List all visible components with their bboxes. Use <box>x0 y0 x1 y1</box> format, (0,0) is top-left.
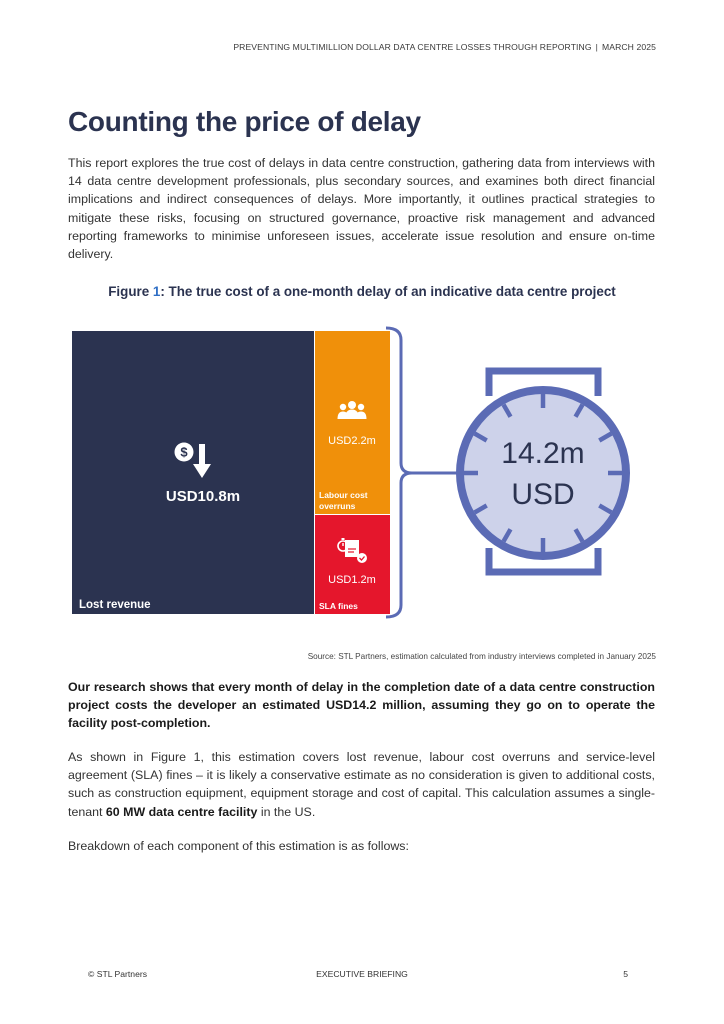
lost-revenue-value: USD10.8m <box>165 488 241 505</box>
detail-text-before: As shown in Figure 1, this estimation covers lost revenue, labour cost overruns and service-level agreement (SLA) fines – it is likely a conservative estimate as no consideration is given to additional costs, such as construction equipment, equipment storage and cost of capital. This calculation assumes a single-tenant <box>68 750 655 819</box>
detail-text-after: in the US. <box>257 804 316 819</box>
section-title: Counting the price of delay <box>68 106 421 137</box>
figure-source: Source: STL Partners, estimation calculated from industry interviews completed in January 2025 <box>307 652 656 661</box>
lost-revenue-label: Lost revenue <box>79 599 151 611</box>
page-number: 5 <box>623 969 628 979</box>
labour-cost-block <box>315 331 390 514</box>
figure-caption: : The true cost of a one-month delay of an indicative data centre project <box>160 284 616 299</box>
running-header <box>233 42 656 52</box>
lost-revenue-block <box>72 331 314 614</box>
detail-bold-facility: 60 MW data centre facility <box>105 804 258 819</box>
sla-fines-value: USD1.2m <box>328 574 376 586</box>
figure-title <box>0 284 724 299</box>
total-amount: 14.2m <box>501 437 585 470</box>
total-currency: USD <box>511 478 575 511</box>
header-date: MARCH 2025 <box>601 42 656 52</box>
figure-label: Figure <box>108 284 150 299</box>
footer-briefing: EXECUTIVE BRIEFING <box>316 969 408 979</box>
labour-cost-label-line1: Labour cost <box>319 490 368 500</box>
figure-number: 1 <box>152 284 161 299</box>
sla-fines-block <box>315 515 390 614</box>
header-separator: | <box>595 42 598 52</box>
svg-text:$: $ <box>180 444 188 460</box>
header-title: PREVENTING MULTIMILLION DOLLAR DATA CENTRE LOSSES THROUGH REPORTING <box>233 42 592 52</box>
stopwatch-total-icon <box>460 371 626 572</box>
sla-fines-label: SLA fines <box>319 601 358 611</box>
labour-cost-label-line2: overruns <box>319 501 356 511</box>
breakdown-intro: Breakdown of each component of this estimation is as follows: <box>68 839 409 853</box>
footer-copyright: © STL Partners <box>88 969 148 979</box>
detail-paragraph <box>68 748 655 821</box>
labour-cost-value: USD2.2m <box>328 435 376 447</box>
cost-breakdown-figure <box>0 320 724 620</box>
summary-paragraph: Our research shows that every month of delay in the completion date of a data centre construction project costs the developer an estimated USD14.2 million, assuming they go on to operate the facility post-completion. <box>68 680 655 731</box>
intro-paragraph: This report explores the true cost of delays in data centre construction, gathering data from interviews with 14 data centre development professionals, plus secondary sources, and examines both direct financial implications and indirect consequences of delays. More importantly, it outlines practical strategies to mitigate these risks, focusing on structured governance, proactive risk management and advanced reporting frameworks to minimise unforeseen issues, accelerate issue resolution and ensure on-time delivery. <box>68 156 655 262</box>
